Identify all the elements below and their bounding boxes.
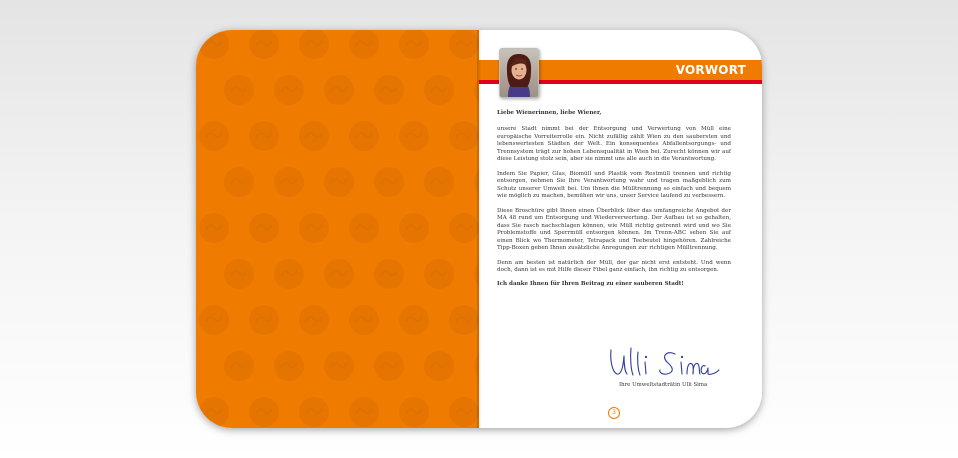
circle-emblem-icon: [449, 305, 479, 335]
circle-emblem-icon: [199, 30, 229, 59]
circle-emblem-icon: [299, 213, 329, 243]
circle-emblem-icon: [374, 351, 404, 381]
circle-emblem-icon: [424, 167, 454, 197]
circle-emblem-icon: [374, 259, 404, 289]
circle-emblem-icon: [249, 121, 279, 151]
circle-emblem-icon: [324, 75, 354, 105]
left-page-cover: [196, 30, 479, 428]
circle-emblem-icon: [224, 75, 254, 105]
circle-emblem-icon: [274, 167, 304, 197]
letter-paragraph: Indem Sie Papier, Glas, Biomüll und Plastik vom Restmüll trennen und richtig entsorgen, nehmen Sie Ihre Verantwortung wahr und tragen maßgeblich zum Schutz unserer Umwelt bei. Um Ihnen die Mülltrennung so einfach und bequem wie möglich zu machen, bemühen wir uns, unser Service laufend zu verbessern.: [497, 170, 731, 200]
circle-emblem-icon: [249, 397, 279, 427]
letter-closing: Ich danke Ihnen für Ihren Beitrag zu einer sauberen Stadt!: [497, 281, 684, 288]
circle-emblem-icon: [399, 121, 429, 151]
page-title: VORWORT: [675, 63, 746, 77]
letter-paragraph: Denn am besten ist natürlich der Müll, der gar nicht erst entsteht. Und wenn doch, dann ist es mit Hilfe dieser Fibel ganz einfach, ihn richtig zu entsorgen.: [497, 259, 731, 274]
circle-emblem-icon: [399, 30, 429, 59]
circle-emblem-icon: [324, 351, 354, 381]
circle-emblem-icon: [224, 351, 254, 381]
letter-salutation: Liebe Wienerinnen, liebe Wiener,: [497, 110, 602, 116]
circle-emblem-icon: [274, 259, 304, 289]
circle-emblem-icon: [399, 397, 429, 427]
circle-emblem-icon: [424, 259, 454, 289]
circle-emblem-icon: [324, 167, 354, 197]
circle-emblem-icon: [224, 167, 254, 197]
circle-emblem-icon: [274, 351, 304, 381]
circle-emblem-icon: [399, 305, 429, 335]
circle-emblem-icon: [199, 305, 229, 335]
circle-emblem-icon: [324, 259, 354, 289]
circle-emblem-icon: [449, 397, 479, 427]
circle-emblem-icon: [224, 259, 254, 289]
circle-emblem-icon: [274, 75, 304, 105]
circle-emblem-icon: [449, 30, 479, 59]
circle-emblem-icon: [424, 75, 454, 105]
circle-emblem-icon: [349, 305, 379, 335]
circle-emblem-pattern: [196, 30, 479, 428]
brochure-spread: [196, 30, 762, 428]
portrait-photo: [499, 48, 539, 98]
signature-caption: Ihre Umweltstadträtin Ulli Sima: [619, 382, 708, 388]
circle-emblem-icon: [449, 121, 479, 151]
circle-emblem-icon: [199, 213, 229, 243]
circle-emblem-icon: [249, 305, 279, 335]
letter-paragraph: unsere Stadt nimmt bei der Entsorgung und Verwertung von Müll eine europäische Vorreiterrolle ein. Nicht zufällig zählt Wien zu den saubersten und lebenswertesten Städten der Welt. Ein konsequentes Abfallentsorgungs- und Trennsystem trägt zur hohen Lebensqualität in Wien bei. Zurecht können wir auf diese Leistung stolz sein, aber sie nimmt uns alle auch in die Verantwortung.: [497, 125, 731, 163]
circle-emblem-icon: [299, 121, 329, 151]
circle-emblem-icon: [199, 397, 229, 427]
circle-emblem-icon: [374, 167, 404, 197]
circle-emblem-icon: [449, 213, 479, 243]
foreword-letter: [497, 110, 731, 296]
circle-emblem-icon: [299, 30, 329, 59]
circle-emblem-icon: [424, 351, 454, 381]
handwritten-signature: [607, 346, 737, 382]
book-spine: [477, 30, 481, 428]
page-number: 3: [608, 407, 620, 419]
circle-emblem-icon: [349, 121, 379, 151]
circle-emblem-icon: [199, 121, 229, 151]
right-page-foreword: [479, 30, 762, 428]
circle-emblem-icon: [299, 305, 329, 335]
circle-emblem-icon: [399, 213, 429, 243]
circle-emblem-icon: [249, 30, 279, 59]
circle-emblem-icon: [349, 30, 379, 59]
circle-emblem-icon: [249, 213, 279, 243]
circle-emblem-icon: [349, 397, 379, 427]
circle-emblem-icon: [299, 397, 329, 427]
circle-emblem-icon: [349, 213, 379, 243]
circle-emblem-icon: [374, 75, 404, 105]
letter-paragraph: Diese Broschüre gibt Ihnen einen Überblick über das umfangreiche Angebot der MA 48 rund um Entsorgung und Wiederverwertung. Der Aufbau ist so gehalten, dass Sie rasch nachschlagen können, wie Müll richtig getrennt wird und wo Sie Problemstoffe und Sperrmüll entsorgen können. Im Trenn-ABC sehen Sie auf einen Blick wo Thermometer, Tetrapack und Teebeutel hingehören. Zahlreiche Tipp-Boxen geben Ihnen zusätzliche Anregungen zur richtigen Mülltrennung.: [497, 207, 731, 252]
